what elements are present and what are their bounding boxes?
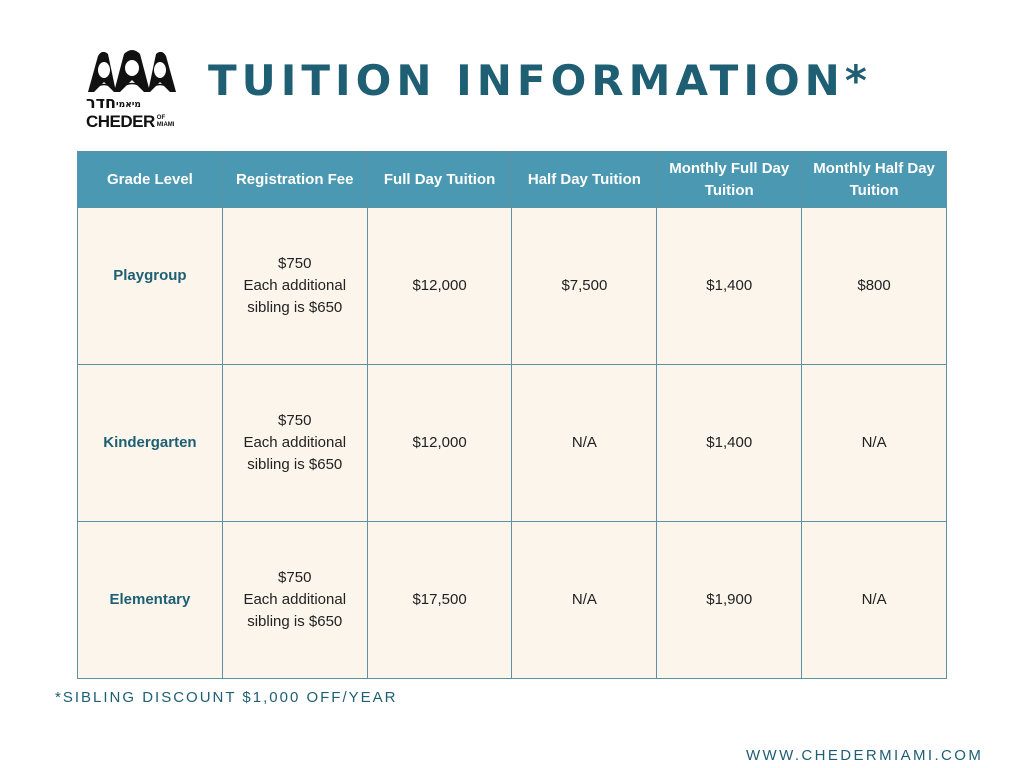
logo-hebrew-text: מיאמיחדר [86, 93, 141, 112]
header-half-day-tuition: Half Day Tuition [512, 152, 657, 208]
table-header-row [78, 152, 947, 208]
monthly-full-cell: $1,400 [657, 365, 802, 522]
school-logo [84, 48, 184, 134]
monthly-half-cell: $800 [802, 208, 947, 365]
header-monthly-half-day: Monthly Half Day Tuition [802, 152, 947, 208]
table-row [78, 365, 947, 522]
tuition-table [77, 151, 947, 679]
sibling-discount-footnote: *SIBLING DISCOUNT $1,000 OFF/YEAR [55, 689, 398, 706]
monthly-full-cell: $1,400 [657, 208, 802, 365]
grade-level-cell: Playgroup [78, 208, 223, 365]
full-day-cell: $12,000 [367, 365, 512, 522]
children-reading-icon [84, 48, 180, 94]
website-url[interactable]: WWW.CHEDERMIAMI.COM [746, 747, 984, 764]
header-monthly-full-day: Monthly Full Day Tuition [657, 152, 802, 208]
table-row [78, 522, 947, 679]
header-full-day-tuition: Full Day Tuition [367, 152, 512, 208]
monthly-half-cell: N/A [802, 522, 947, 679]
full-day-cell: $12,000 [367, 208, 512, 365]
monthly-full-cell: $1,900 [657, 522, 802, 679]
header-registration-fee: Registration Fee [222, 152, 367, 208]
page-title: TUITION INFORMATION* [208, 56, 872, 105]
full-day-cell: $17,500 [367, 522, 512, 679]
half-day-cell: N/A [512, 522, 657, 679]
monthly-half-cell: N/A [802, 365, 947, 522]
registration-fee-cell: $750 Each additional sibling is $650 [222, 522, 367, 679]
header-grade-level: Grade Level [78, 152, 223, 208]
registration-fee-cell: $750 Each additional sibling is $650 [222, 208, 367, 365]
grade-level-cell: Kindergarten [78, 365, 223, 522]
table-row [78, 208, 947, 365]
half-day-cell: N/A [512, 365, 657, 522]
logo-name-text: CHEDER OF MIAMI [86, 112, 175, 131]
grade-level-cell: Elementary [78, 522, 223, 679]
registration-fee-cell: $750 Each additional sibling is $650 [222, 365, 367, 522]
half-day-cell: $7,500 [512, 208, 657, 365]
